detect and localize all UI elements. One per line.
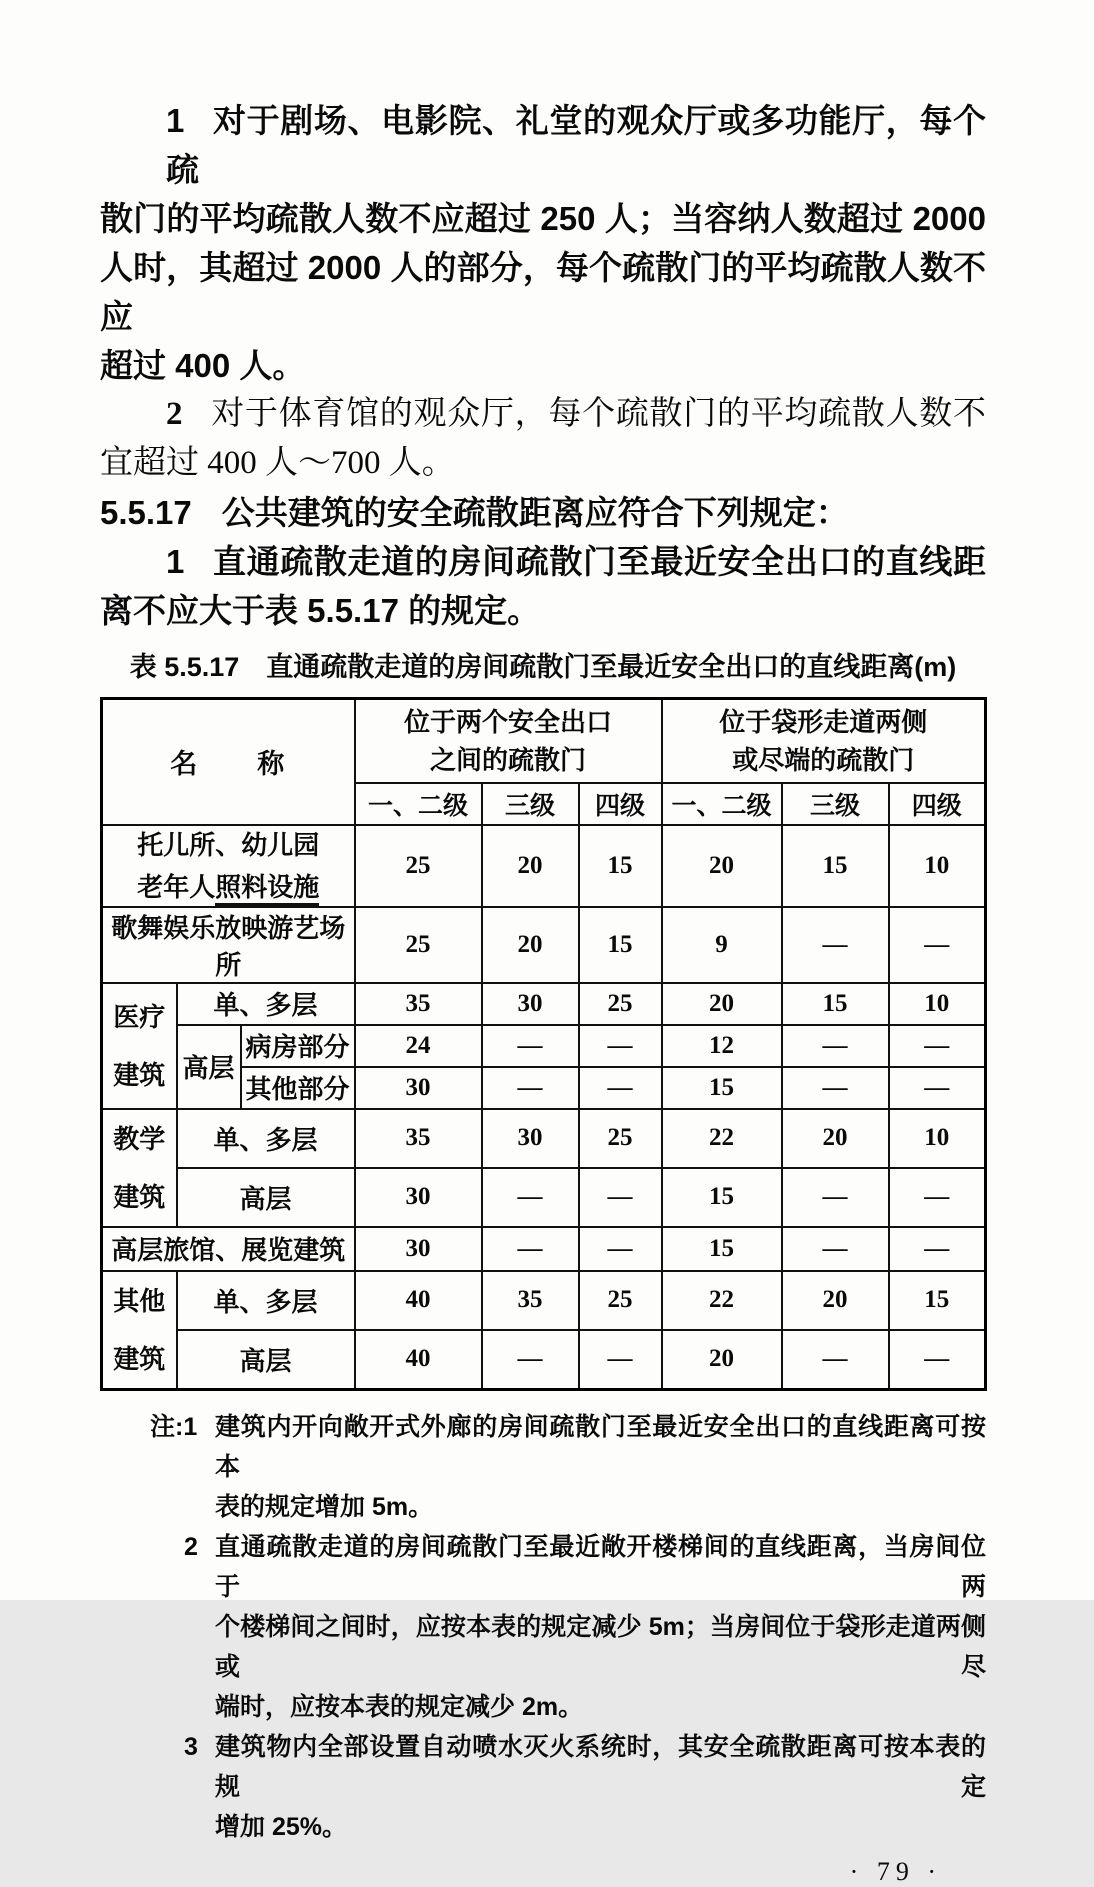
cell-value: 35 — [482, 1271, 579, 1330]
cell-value: 12 — [662, 1025, 782, 1067]
row-label-medical-other: 其他部分 — [241, 1067, 355, 1109]
cell-value: 30 — [355, 1168, 482, 1227]
cell-value: — — [482, 1067, 579, 1109]
header-group-line: 位于两个安全出口 — [404, 706, 613, 737]
cell-value: 15 — [662, 1227, 782, 1271]
cell-value: — — [579, 1168, 662, 1227]
table-row — [102, 907, 986, 983]
cell-value: 20 — [662, 983, 782, 1025]
row-label-line: 托儿所、幼儿园 — [137, 829, 320, 860]
text-line: 超过 400 人。 — [100, 347, 306, 384]
cell-value: — — [889, 1025, 986, 1067]
paragraph-5517-item1 — [100, 537, 986, 635]
cell-value: — — [579, 1025, 662, 1067]
cell-value: — — [482, 1168, 579, 1227]
note-line: 增加 25%。 — [215, 1812, 347, 1841]
cell-value: 24 — [355, 1025, 482, 1067]
table-row — [102, 1168, 986, 1227]
table-row — [102, 1109, 986, 1168]
cell-value: 22 — [662, 1271, 782, 1330]
cell-value: 20 — [482, 825, 579, 907]
cell-value: — — [482, 1227, 579, 1271]
group-label-line: 建筑 — [113, 1181, 166, 1212]
label-text-underlined: 照料设施 — [215, 872, 319, 906]
note-number: 注:1 — [150, 1412, 198, 1441]
text-line: 人时，其超过 2000 人的部分，每个疏散门的平均疏散人数不应 — [100, 249, 986, 335]
cell-value: 40 — [355, 1330, 482, 1389]
note-text — [215, 1407, 986, 1527]
cell-value: 9 — [662, 907, 782, 983]
header-fire-grade: 三级 — [782, 783, 889, 825]
header-fire-grade: 四级 — [889, 783, 986, 825]
label-text: 老年人 — [137, 871, 216, 902]
cell-value: 30 — [355, 1067, 482, 1109]
header-name: 名 称 — [102, 699, 355, 825]
note-line: 直通疏散走道的房间疏散门至最近敞开楼梯间的直线距离，当房间位于两 — [215, 1532, 986, 1601]
cell-value: — — [889, 1227, 986, 1271]
note-line: 个楼梯间之间时，应按本表的规定减少 5m；当房间位于袋形走道两侧或尽 — [215, 1612, 986, 1681]
line-text: 对于剧场、电影院、礼堂的观众厅或多功能厅，每个疏 — [166, 102, 986, 188]
text-line: 离不应大于表 5.5.17 的规定。 — [100, 592, 541, 629]
row-label-nursery — [102, 825, 355, 907]
cell-value: — — [782, 1330, 889, 1389]
note-text — [215, 1727, 986, 1847]
table-row — [102, 1227, 986, 1271]
cell-value: 30 — [355, 1227, 482, 1271]
cell-value: — — [579, 1227, 662, 1271]
cell-value: 15 — [579, 907, 662, 983]
cell-value: 40 — [355, 1271, 482, 1330]
cell-value: 20 — [782, 1271, 889, 1330]
item-number: 1 — [166, 102, 185, 139]
text-line: 散门的平均疏散人数不应超过 250 人；当容纳人数超过 2000 — [100, 200, 986, 237]
cell-value: — — [782, 907, 889, 983]
header-group-dead-end — [662, 699, 986, 783]
row-label-other-multi: 单、多层 — [177, 1271, 355, 1330]
cell-value: 25 — [355, 907, 482, 983]
cell-value: 22 — [662, 1109, 782, 1168]
header-fire-grade: 一、二级 — [662, 783, 782, 825]
row-label-medical-multi: 单、多层 — [177, 983, 355, 1025]
cell-value: — — [579, 1067, 662, 1109]
cell-value: — — [889, 1330, 986, 1389]
table-title: 表 5.5.17 直通疏散走道的房间疏散门至最近安全出口的直线距离(m) — [129, 652, 957, 682]
table-row — [102, 1271, 986, 1330]
note-line: 建筑内开向敞开式外廊的房间疏散门至最近安全出口的直线距离可按本 — [215, 1412, 986, 1481]
row-label-entertainment: 歌舞娱乐放映游艺场所 — [102, 907, 355, 983]
cell-value: 10 — [889, 825, 986, 907]
cell-value: — — [782, 1025, 889, 1067]
cell-value: — — [482, 1025, 579, 1067]
table-row — [102, 1330, 986, 1389]
group-label-line: 建筑 — [113, 1343, 166, 1374]
paragraph-5516-item1 — [100, 96, 986, 390]
header-group-line: 或尽端的疏散门 — [732, 744, 915, 775]
cell-value: — — [579, 1330, 662, 1389]
cell-value: — — [782, 1168, 889, 1227]
cell-value: — — [782, 1067, 889, 1109]
row-label-line — [103, 868, 354, 906]
cell-value: 35 — [355, 983, 482, 1025]
group-label-line: 教学 — [113, 1123, 166, 1154]
table-notes — [150, 1407, 986, 1847]
row-label-other-highrise: 高层 — [177, 1330, 355, 1389]
cell-value: 25 — [579, 1271, 662, 1330]
cell-value: 25 — [579, 983, 662, 1025]
paragraph-5516-item2 — [100, 390, 986, 488]
cell-value: 10 — [889, 1109, 986, 1168]
row-label-hotel-exhibition: 高层旅馆、展览建筑 — [102, 1227, 355, 1271]
clause-text: 公共建筑的安全疏散距离应符合下列规定： — [221, 494, 849, 531]
cell-value: — — [482, 1330, 579, 1389]
note-line: 端时，应按本表的规定减少 2m。 — [215, 1692, 584, 1721]
item-number: 1 — [166, 543, 185, 580]
cell-value: 30 — [482, 983, 579, 1025]
cell-value: 15 — [662, 1168, 782, 1227]
cell-value: — — [889, 1168, 986, 1227]
group-label-line: 其他 — [113, 1285, 166, 1316]
row-group-medical — [102, 983, 177, 1109]
note-item-3 — [150, 1727, 986, 1847]
header-group-two-exits — [355, 699, 662, 783]
table-row — [102, 1025, 986, 1067]
cell-value: 20 — [782, 1109, 889, 1168]
cell-value: 15 — [579, 825, 662, 907]
header-group-line: 位于袋形走道两侧 — [719, 706, 928, 737]
cell-value: 15 — [782, 983, 889, 1025]
note-line: 建筑物内全部设置自动喷水灭火系统时，其安全疏散距离可按本表的规定 — [215, 1732, 986, 1801]
group-label-line: 医疗 — [113, 1001, 166, 1032]
group-label-line: 建筑 — [113, 1059, 166, 1090]
header-fire-grade: 一、二级 — [355, 783, 482, 825]
cell-value: 20 — [662, 1330, 782, 1389]
table-5517 — [100, 697, 987, 1391]
cell-value: 15 — [782, 825, 889, 907]
text-line — [100, 537, 986, 586]
clause-5517-heading — [100, 488, 986, 537]
row-group-other — [102, 1271, 177, 1390]
row-group-teaching — [102, 1109, 177, 1227]
cell-value: — — [889, 907, 986, 983]
cell-value: — — [782, 1227, 889, 1271]
note-text — [215, 1527, 986, 1727]
page-content — [100, 96, 986, 1887]
cell-value: 35 — [355, 1109, 482, 1168]
row-label-teaching-highrise: 高层 — [177, 1168, 355, 1227]
header-fire-grade: 三级 — [482, 783, 579, 825]
cell-value: — — [889, 1067, 986, 1109]
page-number: · 79 · — [849, 1856, 942, 1886]
row-label-ward: 病房部分 — [241, 1025, 355, 1067]
cell-value: 15 — [889, 1271, 986, 1330]
note-number: 2 — [184, 1532, 198, 1561]
row-group-medical-highrise: 高层 — [177, 1025, 241, 1109]
note-line: 表的规定增加 5m。 — [215, 1492, 434, 1521]
header-fire-grade: 四级 — [579, 783, 662, 825]
cell-value: 25 — [579, 1109, 662, 1168]
clause-number: 5.5.17 — [100, 494, 192, 531]
line-text: 对于体育馆的观众厅，每个疏散门的平均疏散人数不 — [210, 396, 986, 432]
line-text: 直通疏散走道的房间疏散门至最近安全出口的直线距 — [212, 543, 986, 580]
item-number: 2 — [166, 396, 183, 432]
header-group-line: 之间的疏散门 — [430, 744, 587, 775]
note-number: 3 — [184, 1732, 198, 1761]
cell-value: 30 — [482, 1109, 579, 1168]
cell-value: 10 — [889, 983, 986, 1025]
row-label-teaching-multi: 单、多层 — [177, 1109, 355, 1168]
cell-value: 25 — [355, 825, 482, 907]
cell-value: 20 — [662, 825, 782, 907]
text-line: 宜超过 400 人～700 人。 — [100, 445, 455, 481]
note-item-1 — [150, 1407, 986, 1527]
note-item-2 — [150, 1527, 986, 1727]
text-line — [100, 390, 986, 439]
cell-value: 15 — [662, 1067, 782, 1109]
table-row — [102, 825, 986, 907]
cell-value: 20 — [482, 907, 579, 983]
text-line — [100, 96, 986, 194]
table-row — [102, 983, 986, 1025]
